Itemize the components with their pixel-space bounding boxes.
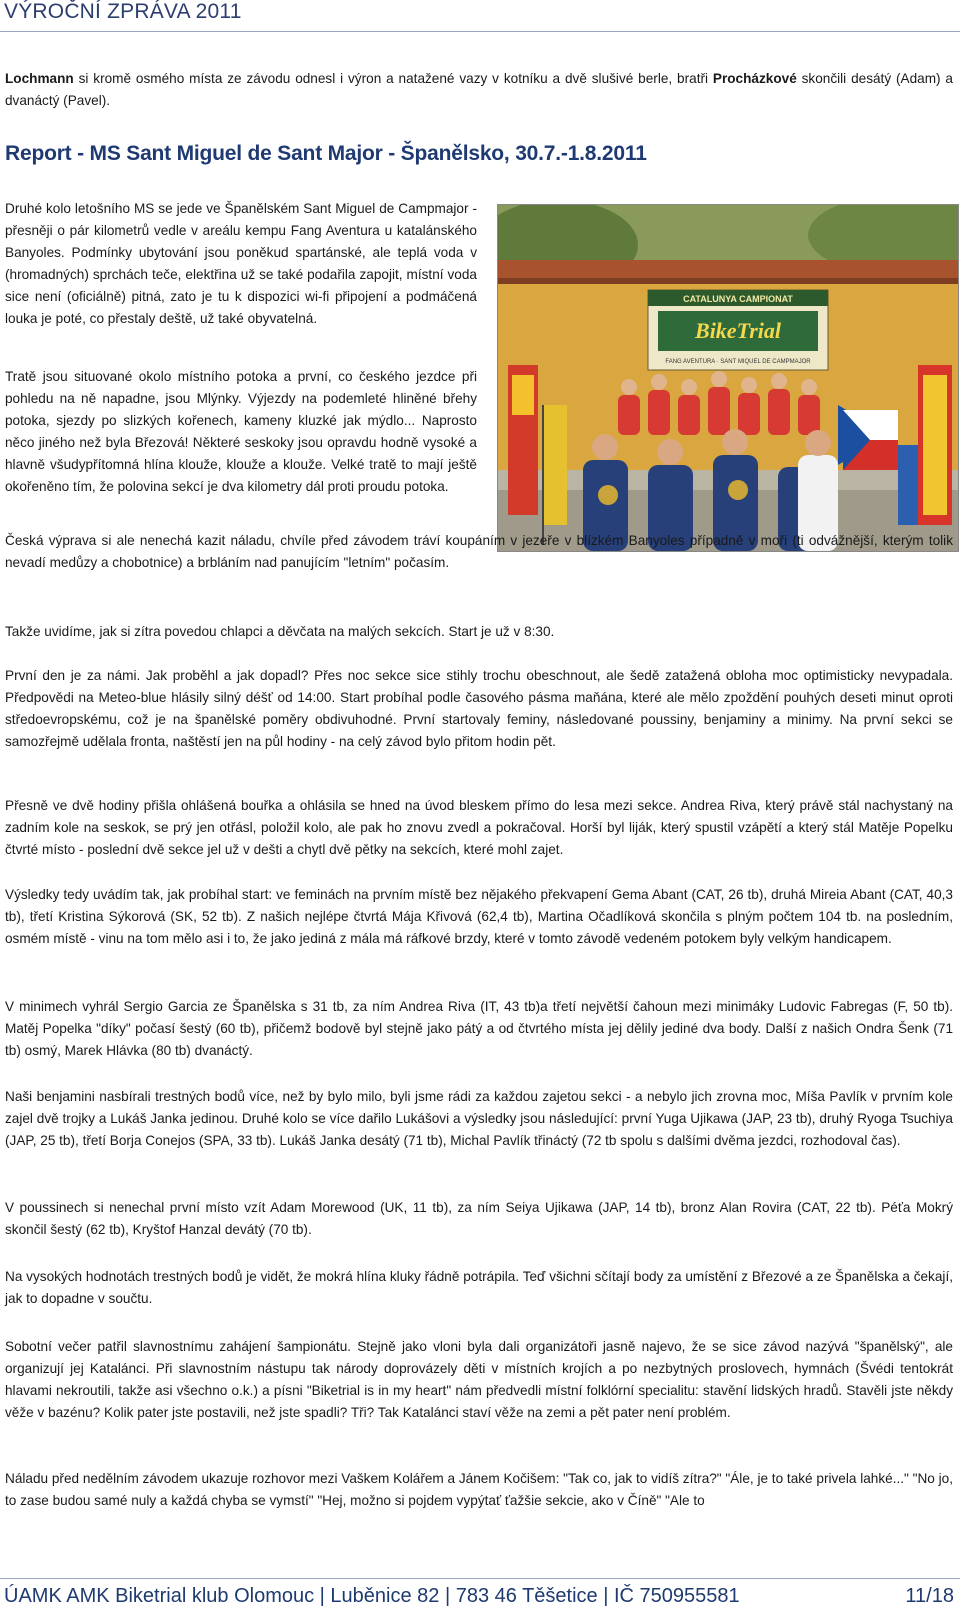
report-paragraph-9: Naši benjamini nasbírali trestných bodů více, než by bylo milo, byli jsme rádi za každou zajetou sekci - a nebylo jich zrovna moc, Míša Pavlík v prvním kole zajel dvě trojky a Lukáš Janka jedinou. Druhé kolo se více dařilo Lukášovi a výsledky jsou následující: první Yuga Ujikawa (JAP, 23 tb), druhý Ryoga Tsuchiya (JAP, 25 tb), třetí Borja Conejos (SPA, 33 tb). Lukáš Janka desátý (71 tb), Michal Pavlík třináctý (72 tb spolu s dalšími dvěma jezdci, rozhodoval čas).: [5, 1089, 953, 1148]
intro-name-lochmann: Lochmann: [5, 71, 74, 86]
report-paragraph-1: Druhé kolo letošního MS se jede ve Španělském Sant Miguel de Campmajor - přesněji o pár kilometrů vedle v areálu kempu Fang Aventura u katalánského Banyoles. Podmínky ubytování jsou poněkud spartánské, ale teplá voda v (hromadných) sprchách teče, elektřina už se také podařila zapojit, místní voda sice není (oficiálně) pitná, zato je tu k dispozici wi-fi připojení a podmáčená louka je poté, co přestaly deště, už také obyvatelná.: [5, 201, 477, 326]
banner-big-text: BikeTrial: [695, 318, 781, 343]
footer-divider: [0, 1578, 960, 1579]
page-number: 11/18: [905, 1585, 954, 1607]
report-paragraph-5: První den je za námi. Jak proběhl a jak dopadl? Přes noc sekce sice stihly trochu obeschnout, ale šedě zatažená obloha moc optimisticky nevypadala. Předpovědi na Meteo-blue hlásily silný déšť od 14:00. Start probíhal podle časového pásma maňána, které ale mělo zpoždění pouhých deseti minut oproti středoevropskému, což je na španělské poměry obdivuhodné. První startovaly feminy, následované poussiny, benjaminy a minimy. Na první sekci se samozřejmě udělala fronta, naštěstí jen na půl hodiny - na celý závod bylo přitom hodin pět.: [5, 668, 953, 749]
intro-paragraph: [5, 68, 953, 112]
report-paragraph-12: Sobotní večer patřil slavnostnímu zahájení šampionátu. Stejně jako vloni byla dali organizátoři jasně najevo, že se sice závod nazývá "španělský", ale organizují jej Katalánci. Při slavnostním nástupu tak národy doprovázely děti v místních krojích a po nezbytných proslovech, hymnách (Švédi tentokrát hlavami nekroutili, takže asi všechno o.k.) a písni "Biketrial is in my heart" nám předvedli místní folklórní specialitu: stavění lidských hradů. Stavěli jste někdy věže v bazénu? Kolik pater jste postavili, než jste spadli? Tři? Tak Katalánci staví věže na zemi a pět pater není problém.: [5, 1339, 953, 1420]
header-divider: [0, 31, 960, 32]
report-paragraph-7: Výsledky tedy uvádím tak, jak probíhal start: ve feminách na prvním místě bez nějakého překvapení Gema Abant (CAT, 26 tb), druhá Mireia Abant (CAT, 40,3 tb), třetí Kristina Sýkorová (SK, 52 tb). Z našich nejlépe čtvrtá Mája Křivová (62,4 tb), Martina Očadlíková skončila s plným počtem 104 tb. na posledním, osmém místě - vinu na tom mělo asi i to, že jako jediná z mála má ráfkové brzdy, které v tomto závodě vedeném potokem byly velkým handicapem.: [5, 887, 953, 946]
report-paragraph-2: Tratě jsou situované okolo místního potoka a první, co českého jezdce při pohledu na ně napadne, jsou Mlýnky. Výjezdy na podemleté hliněné břehy potoka, sjezdy po slizkých kořenech, kameny kluzké jak mýdlo... Naprosto něco jiného než byla Březová! Některé seskoky jsou opravdu hodně vysoké a hlavně všudypřítomná hlína klouže, klouže a klouže. Velké tratě to mají ještě okořeněno tím, že polovina sekcí je dva kilometry dál proti proudu potoka.: [5, 369, 477, 494]
intro-name-prochazkove: Procházkové: [712, 71, 797, 86]
footer-address: ÚAMK AMK Biketrial klub Olomouc | Luběnice 82 | 783 46 Těšetice | IČ 750955581: [4, 1585, 740, 1607]
report-paragraph-11: Na vysokých hodnotách trestných bodů je vidět, že mokrá hlína kluky řádně potrápila. Teď všichni sčítají body za umístění z Březové a ze Španělska a čekají, jak to dopadne v součtu.: [5, 1269, 953, 1306]
banner-small-text: CATALUNYA CAMPIONAT: [683, 294, 793, 304]
event-photo-illustration: [498, 205, 958, 551]
report-heading: Report - MS Sant Miguel de Sant Major - Španělsko, 30.7.-1.8.2011: [5, 142, 647, 165]
report-paragraph-6: Přesně ve dvě hodiny přišla ohlášená bouřka a ohlásila se hned na úvod bleskem přímo do lesa mezi sekce. Andrea Riva, který právě stál nachystaný na zadním kole na seskok, se prý jen otřásl, položil kolo, ale pak ho znovu zvedl a pokračoval. Horší byl liják, který spustil vzápětí a který stál Matěje Popelku čtvrté místo - poslední dvě sekce jel už v dešti a chytl dvě pětky na sekcích, které mohl zajet.: [5, 798, 953, 857]
intro-text-1: si kromě osmého místa ze závodu odnesl i výron a natažené vazy v kotníku a dvě slušivé berle, bratři: [73, 71, 713, 86]
intro-text-2: skončili desátý (Adam) a dvanáctý (Pavel).: [5, 71, 953, 108]
report-paragraph-8: V minimech vyhrál Sergio Garcia ze Španělska s 31 tb, za ním Andrea Riva (IT, 43 tb)a třetí největší čahoun mezi minimáky Ludovic Fabregas (F, 50 tb). Matěj Popelka "díky" počasí šestý (60 tb), přičemž bodově byl stejně jako pátý a od čtvrtého místa jej dělily jediné dva body. Další z našich Ondra Šenk (71 tb) osmý, Marek Hlávka (80 tb) dvanáctý.: [5, 999, 953, 1058]
banner-sub-text: FANG AVENTURA · SANT MIQUEL DE CAMPMAJOR: [665, 359, 811, 365]
report-paragraph-3: Česká výprava si ale nenechá kazit náladu, chvíle před závodem tráví koupáním v jezeře v blízkém Banyoles případně v moři (ti odvážnější, kterým tolik nevadí medůzy a chobotnice) a brbláním nad panujícím "letním" počasím.: [5, 533, 953, 570]
page-header-title: VÝROČNÍ ZPRÁVA 2011: [4, 0, 242, 23]
report-paragraph-13: Náladu před nedělním závodem ukazuje rozhovor mezi Vaškem Kolářem a Jánem Kočišem: "Tak co, jak to vidíš zítra?" "Ále, je to také privela lahké..." "No jo, to zase budou samé nuly a každá chyba se vymstí" "Hej, možno si pojdem vypýtať ťažšie sekcie, ako v Číně" "Ale to: [5, 1471, 953, 1508]
report-paragraph-4: Takže uvidíme, jak si zítra povedou chlapci a děvčata na malých sekcích. Start je už v 8:30.: [5, 624, 555, 639]
event-photo: [497, 204, 959, 552]
report-paragraph-10: V poussinech si nenechal první místo vzít Adam Morewood (UK, 11 tb), za ním Seiya Ujikawa (JAP, 14 tb), bronz Alan Rovira (CAT, 22 tb). Péťa Mokrý skončil šestý (62 tb), Kryštof Hanzal devátý (70 tb).: [5, 1200, 953, 1237]
